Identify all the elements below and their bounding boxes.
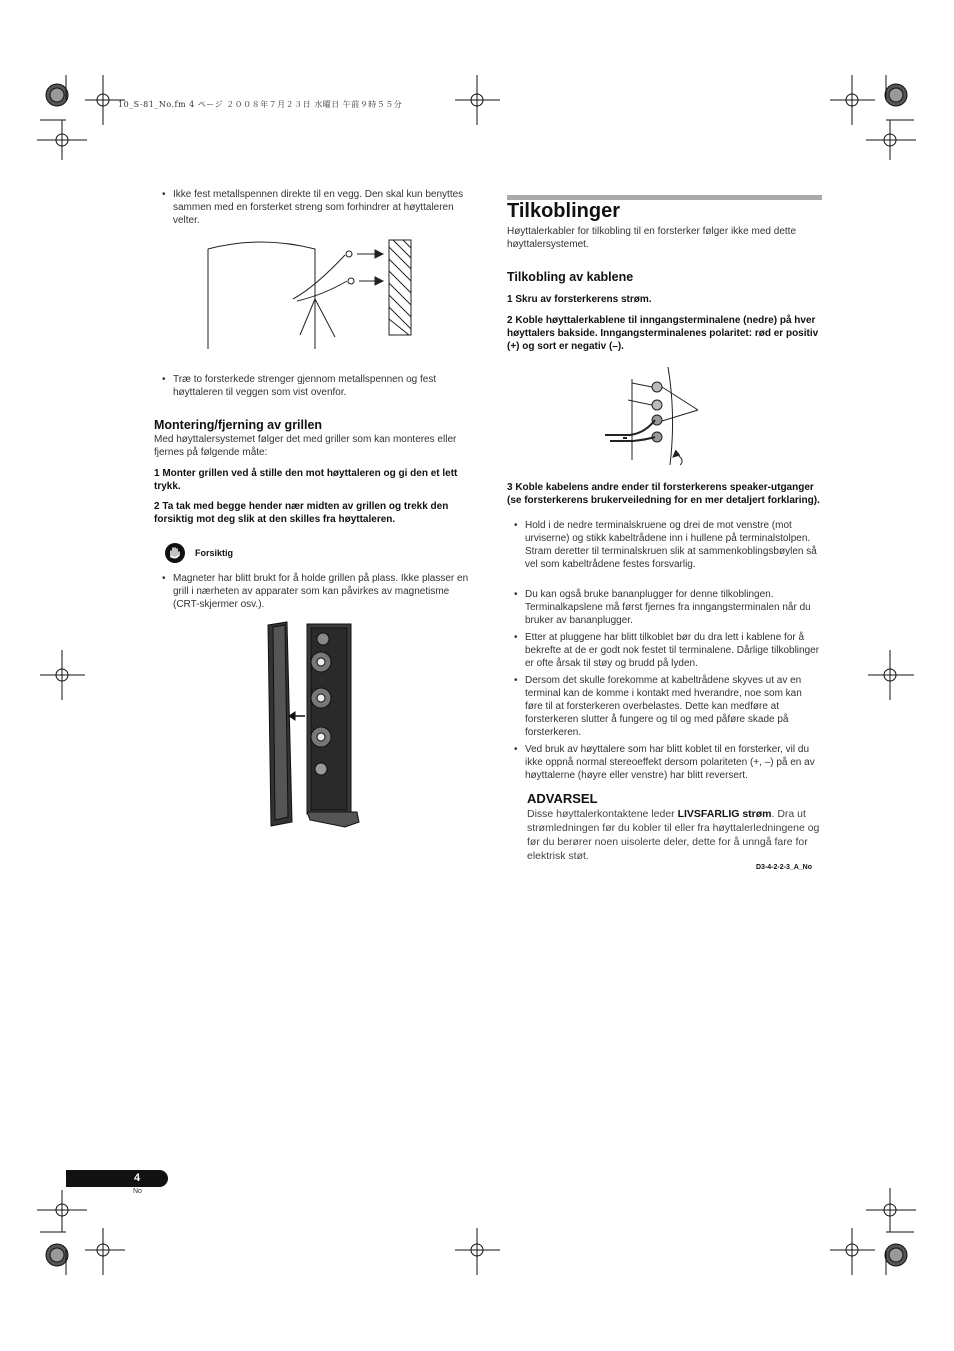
warning-text-pre: Disse høyttalerkontaktene leder	[527, 808, 678, 820]
page-language: No	[133, 1188, 142, 1195]
bullet-text: Du kan også bruke bananplugger for denne tilkoblingen. Terminalkapslene må først fjernes fra inngangsterminalen når du bruker av bananplugger.	[525, 589, 811, 626]
page-title: Tilkoblinger	[507, 200, 620, 222]
cable-step-1: 1 Skru av forsterkerens strøm.	[507, 294, 652, 305]
warning-code: D3-4-2-2-3_A_No	[756, 864, 813, 871]
warning-text	[527, 807, 822, 863]
grille-intro: Med høyttalersystemet følger det med griller som kan monteres eller fjernes på følgende måte:	[154, 434, 457, 458]
bullet-banana-plugs: • Du kan også bruke bananplugger for denne tilkoblingen. Terminalkapslene må først fjernes fra inngangsterminalen når du bruker av bananplugger.	[514, 589, 811, 626]
bullet-magnet: • Magneter har blitt brukt for å holde grillen på plass. Ikke plasser en grill i nærheten av apparater som kan påvirkes av magnetisme (CRT-skjermer osv.).	[162, 573, 469, 610]
bullet-text: Ikke fest metallspennen direkte til en vegg. Den skal kun benyttes sammen med en forsterket streng som forhindrer at høyttaleren velter.	[173, 189, 464, 226]
bullet-text: Etter at pluggene har blitt tilkoblet bør du dra lett i kablene for å bekrefte at de er godt nok festet til terminalene. Dårlige tilkoblinger er ofte årsak til støy og brudd på lyden.	[525, 632, 820, 669]
cable-heading: Tilkobling av kablene	[507, 270, 634, 284]
bullet-strings: • Træ to forsterkede strenger gjennom metallspennen og fest høyttaleren til veggen som vist ovenfor.	[162, 374, 437, 398]
bullet-terminal-screws: • Hold i de nedre terminalskruene og drei de mot venstre (mot urviserne) og stikk kabeltrådene inn i hullene på terminalstolpen. Stram deretter til terminalskruen slik at sammenkoblingsbøylen så vel som kabeltrådene festes forsvarlig.	[514, 520, 817, 570]
bullet-text: Dersom det skulle forekomme at kabeltrådene skyves ut av en terminal kan de komme i kontakt med hverandre, noe som kan føre til at forsterkeren overbelastes. Dette kan medføre at forsterkeren slutter å fungere og til og med påføre skade på forsterkeren.	[525, 675, 802, 738]
bullet-polarity: • Ved bruk av høyttalere som har blitt koblet til en forsterker, vil du ikke oppnå normal stereoeffekt dersom polariteten (+, –) på en av høyttalerne (høyre eller venstre) har blitt reversert.	[514, 744, 815, 781]
wall-mount-illustration	[205, 237, 425, 352]
caution-hand-icon	[165, 543, 185, 563]
terminal-illustration	[600, 365, 710, 470]
caution-label: Forsiktig	[195, 548, 234, 558]
bullet-text: Hold i de nedre terminalskruene og drei de mot venstre (mot urviserne) og stikk kabeltrådene inn i hullene på terminalstolpen. Stram deretter til terminalskruen slik at sammenkoblingsbøylen så vel som kabeltrådene festes forsvarlig.	[525, 520, 817, 570]
warning-text-post: . Dra ut strømledningen før du kobler til eller fra høyttalerledningene og før du berører noen uisolerte deler, dette for å unngå fare for elektrisk støt.	[527, 808, 820, 862]
bullet-check-cables: • Etter at pluggene har blitt tilkoblet bør du dra lett i kablene for å bekrefte at de er godt nok festet til terminalene. Dårlige tilkoblinger er ofte årsak til støy og brudd på lyden.	[514, 632, 820, 669]
warning-heading: ADVARSEL	[527, 791, 598, 806]
bullet-text: Ved bruk av høyttalere som har blitt koblet til en forsterker, vil du ikke oppnå normal stereoeffekt dersom polariteten (+, –) på en av høyttalerne (høyre eller venstre) har blitt reversert.	[525, 744, 815, 781]
warning-text-bold: LIVSFARLIG strøm	[677, 808, 772, 820]
file-header: 10_S-81_No.fm 4 ページ ２００８年７月２３日 水曜日 午前９時５５分	[118, 100, 403, 109]
page-number: 4	[134, 1172, 141, 1184]
bullet-text: Magneter har blitt brukt for å holde grillen på plass. Ikke plasser en grill i nærheten av apparater som kan påvirkes av magnetisme (CRT-skjermer osv.).	[173, 573, 469, 610]
bullet-short-circuit: • Dersom det skulle forekomme at kabeltrådene skyves ut av en terminal kan de komme i kontakt med hverandre, noe som kan føre til at forsterkeren overbelastes. Dette kan medføre at forsterkeren slutter å fungere og til og med påføre skade på forsterkeren.	[514, 675, 802, 738]
connections-intro: Høyttalerkabler for tilkobling til en forsterker følger ikke med dette høyttalersystemet.	[507, 226, 796, 250]
cable-step-2: 2 Koble høyttalerkablene til inngangsterminalene (nedre) på hver høyttalers bakside. Inngangsterminalenes polaritet: rød er positiv (+) og sort er negativ (–).	[507, 315, 819, 352]
page-number-tab	[66, 1170, 168, 1187]
speaker-grille-illustration	[265, 622, 365, 832]
grille-step-2: 2 Ta tak med begge hender nær midten av grillen og trekk den forsiktig mot deg slik at den skilles fra høyttaleren.	[154, 501, 449, 525]
bullet-wall-warning: • Ikke fest metallspennen direkte til en vegg. Den skal kun benyttes sammen med en forsterket streng som forhindrer at høyttaleren velter.	[162, 189, 464, 226]
grille-step-1: 1 Monter grillen ved å stille den mot høyttaleren og gi den et lett trykk.	[154, 468, 458, 492]
cable-step-3: 3 Koble kabelens andre ender til forsterkerens speaker-utganger (se forsterkerens brukerveiledning for en mer detaljert forklaring).	[507, 482, 820, 506]
grille-heading: Montering/fjerning av grillen	[154, 418, 323, 432]
bullet-text: Træ to forsterkede strenger gjennom metallspennen og fest høyttaleren til veggen som vist ovenfor.	[173, 374, 437, 398]
